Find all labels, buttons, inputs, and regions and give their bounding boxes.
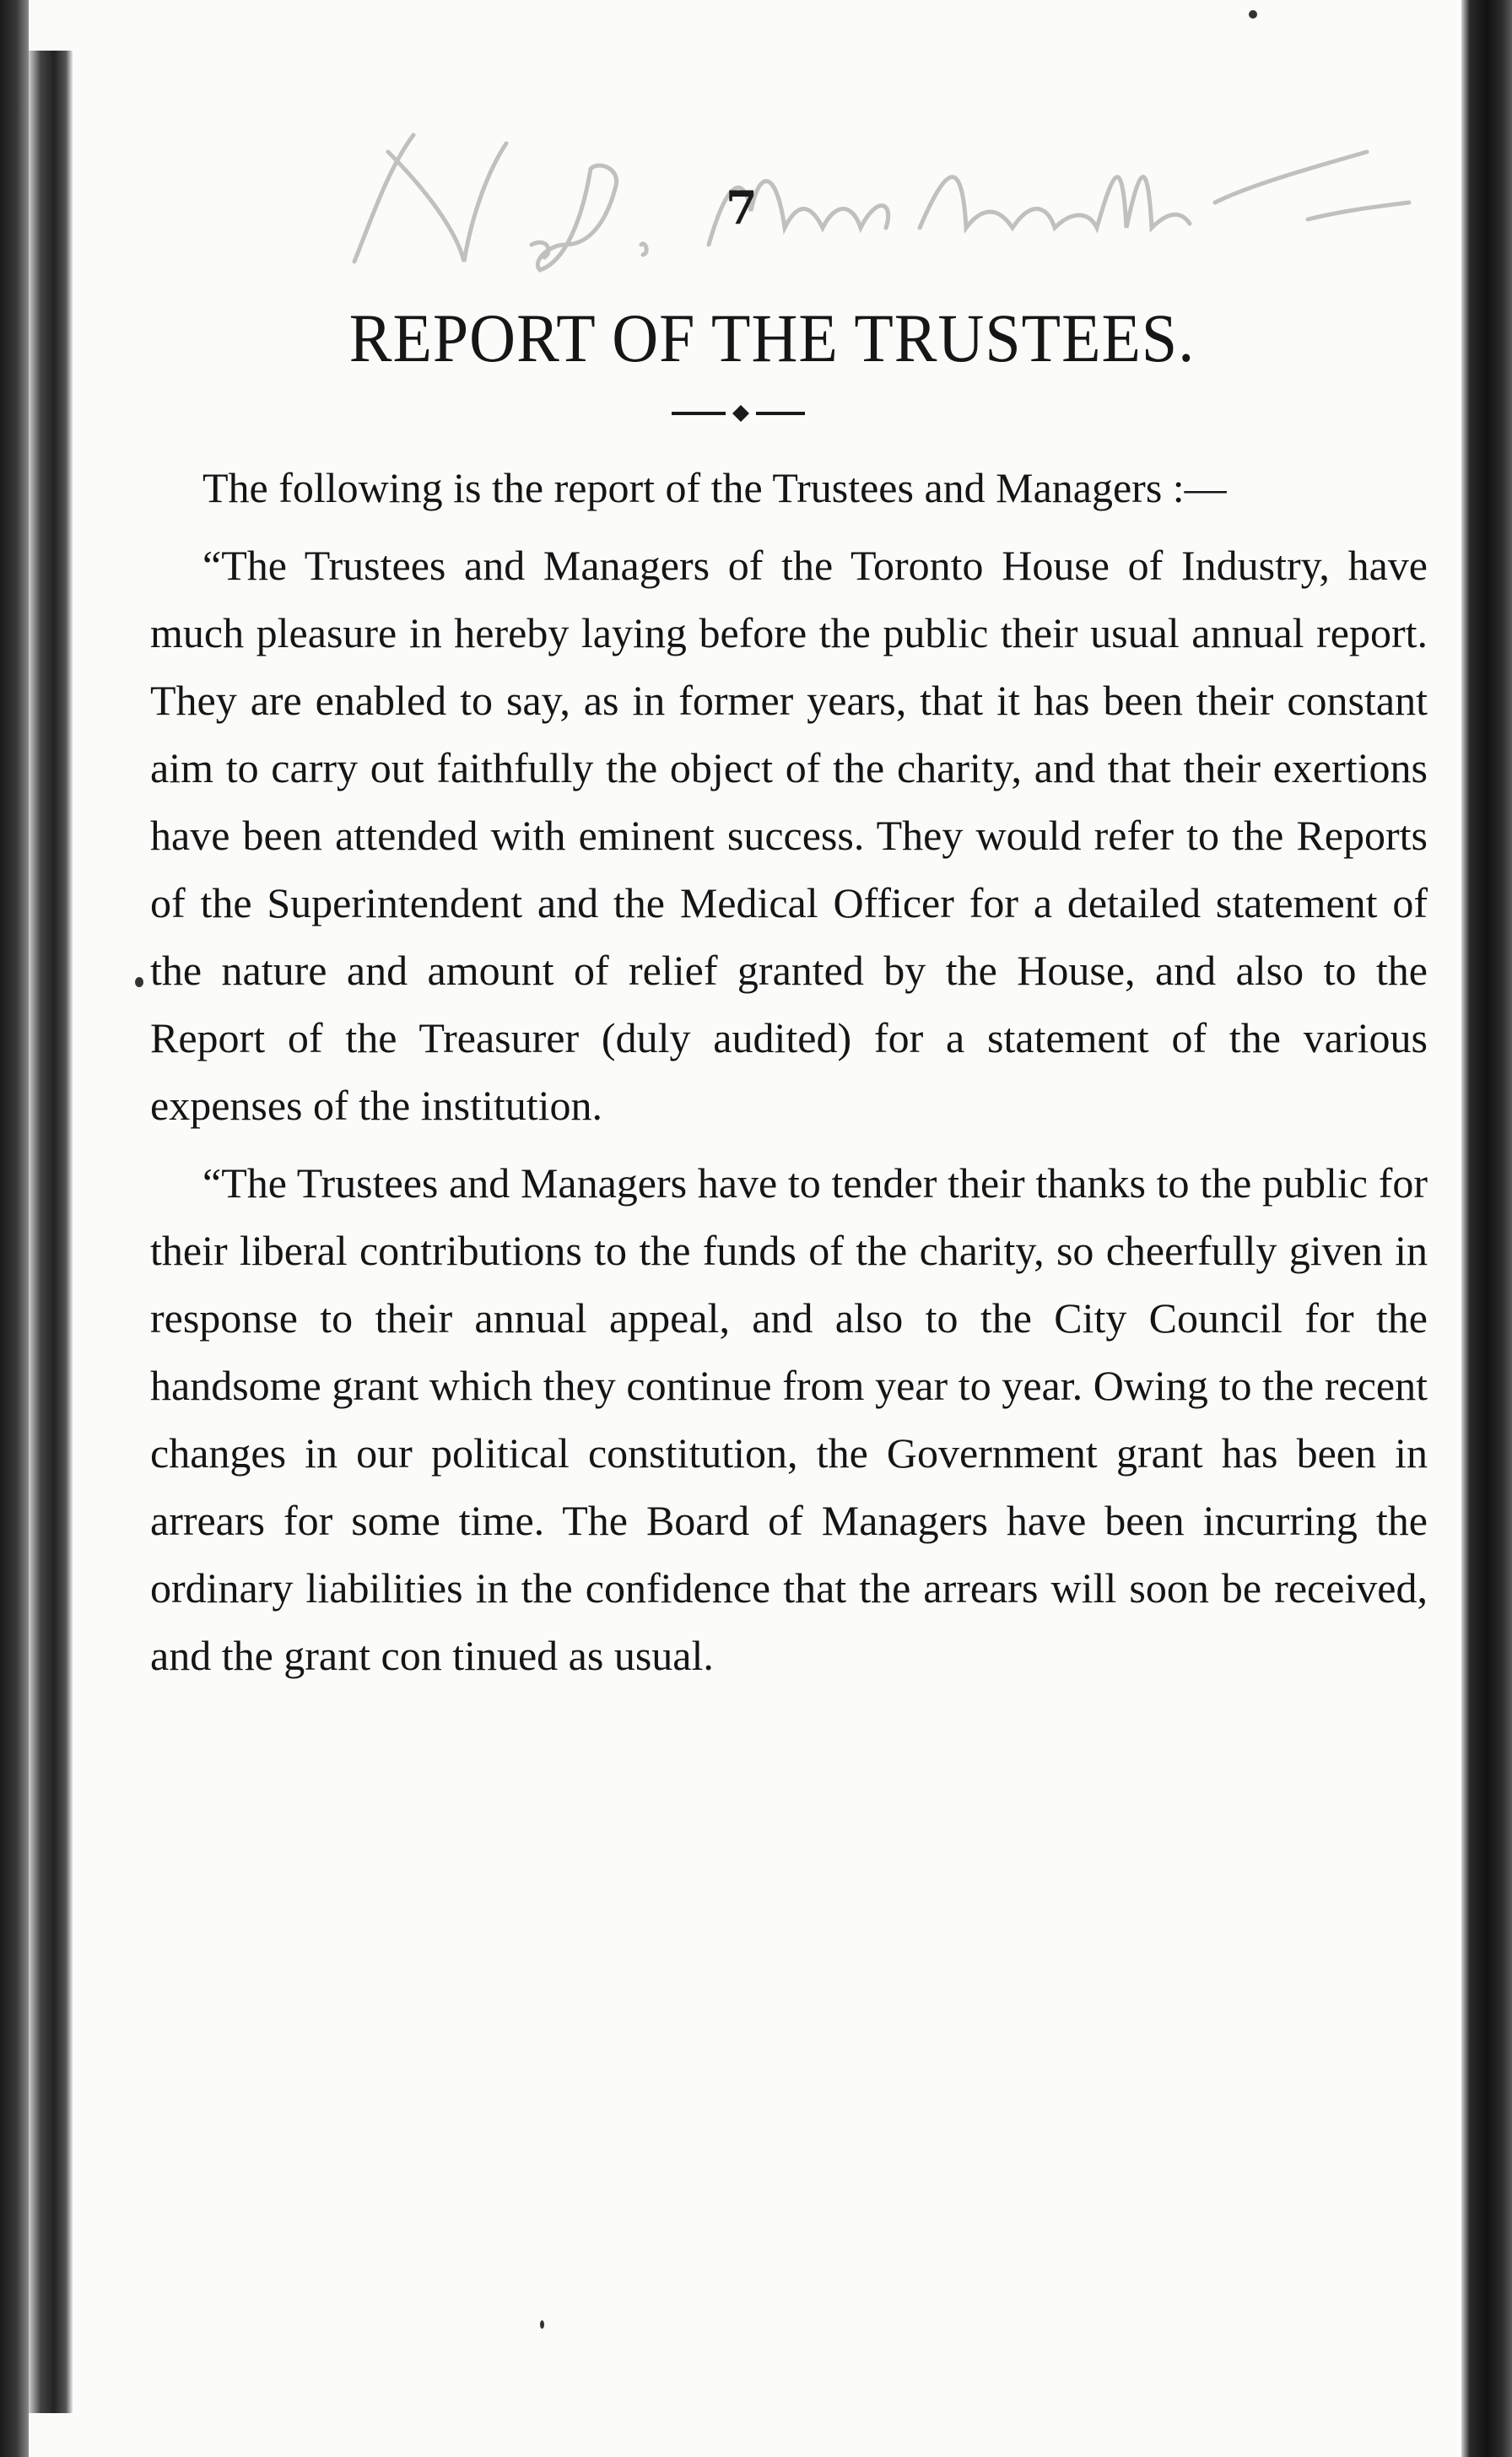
page-number: 7 <box>726 181 758 235</box>
section-title: REPORT OF THE TRUSTEES. <box>348 300 1196 377</box>
page-curl-left <box>29 51 73 2413</box>
page-content <box>84 0 1460 2457</box>
scan-speck <box>1249 10 1257 19</box>
report-body <box>150 454 1428 1689</box>
book-edge-right <box>1461 0 1512 2457</box>
binding-shadow-left <box>0 0 29 2457</box>
title-ornament <box>667 397 810 430</box>
paragraph-intro: The following is the report of the Trustees and Managers :— <box>202 464 1227 511</box>
paragraph-thanks: “The Trustees and Managers have to tender their thanks to the public for their liberal contributions to the funds of the charity, so cheerfully given in response to their annual appeal, and also to the City Council for the handsome grant which they continue from year to year. Owing to the recent changes in our political constitution, the Government grant has been in arrears for some time. The Board of Managers have been incurring the ordinary liabilities in the confidence that the arrears will soon be received, and the grant con tinued as usual. <box>150 1159 1428 1679</box>
paragraph-report: “The Trustees and Managers of the Toronto House of Industry, have much pleasure in hereby laying before the public their usual annual report. They are enabled to say, as in former years, that it has been their constant aim to carry out faithfully the object of the charity, and that their exertions have been attended with eminent success. They would refer to the Reports of the Superintendent and the Medical Officer for a detailed statement of the nature and amount of relief granted by the House, and also to the Report of the Treasurer (duly audited) for a statement of the various expenses of the institution. <box>150 542 1428 1129</box>
scan-speck <box>135 977 143 987</box>
handwritten-signature <box>338 118 1434 287</box>
scan-speck <box>540 2320 544 2329</box>
